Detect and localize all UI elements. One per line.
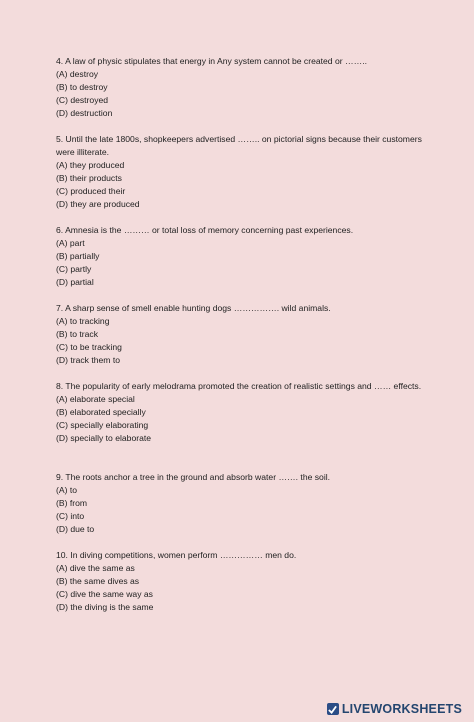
option-c: (C) produced their — [56, 186, 126, 196]
option-d: (D) destruction — [56, 108, 113, 118]
question-stem: 10. In diving competitions, women perform …………… men do. — [56, 550, 297, 560]
option-d: (D) due to — [56, 524, 95, 534]
liveworksheets-logo-icon — [327, 703, 339, 715]
option-c: (C) to be tracking — [56, 342, 122, 352]
question-stem: 4. A law of physic stipulates that energy in Any system cannot be created or …….. — [56, 56, 367, 66]
option-d: (D) track them to — [56, 355, 120, 365]
question-8 — [56, 380, 426, 445]
question-4 — [56, 55, 426, 120]
option-c: (C) destroyed — [56, 95, 109, 105]
question-stem: 8. The popularity of early melodrama promoted the creation of realistic settings and …… effects. — [56, 381, 422, 391]
option-c: (C) dive the same way as — [56, 589, 153, 599]
option-b: (B) their products — [56, 173, 122, 183]
question-6 — [56, 224, 426, 289]
question-10 — [56, 549, 426, 614]
option-b: (B) from — [56, 498, 88, 508]
option-c: (C) into — [56, 511, 85, 521]
option-b: (B) to destroy — [56, 82, 108, 92]
brand-name: LIVEWORKSHEETS — [341, 702, 462, 716]
option-a: (A) part — [56, 238, 85, 248]
option-d: (D) the diving is the same — [56, 602, 154, 612]
option-d: (D) specially to elaborate — [56, 433, 152, 443]
option-a: (A) elaborate special — [56, 394, 135, 404]
option-d: (D) they are produced — [56, 199, 140, 209]
liveworksheets-brand — [327, 702, 462, 716]
option-a: (A) to tracking — [56, 316, 110, 326]
option-a: (A) to — [56, 485, 78, 495]
question-stem: 6. Amnesia is the ……… or total loss of memory concerning past experiences. — [56, 225, 354, 235]
question-stem: 5. Until the late 1800s, shopkeepers advertised …….. on pictorial signs because their customers were illiterate. — [56, 134, 422, 157]
option-d: (D) partial — [56, 277, 94, 287]
question-stem: 7. A sharp sense of smell enable hunting dogs ……………. wild animals. — [56, 303, 331, 313]
option-a: (A) dive the same as — [56, 563, 135, 573]
question-7 — [56, 302, 426, 367]
option-b: (B) to track — [56, 329, 99, 339]
option-c: (C) specially elaborating — [56, 420, 149, 430]
option-b: (B) elaborated specially — [56, 407, 146, 417]
option-a: (A) they produced — [56, 160, 125, 170]
option-a: (A) destroy — [56, 69, 99, 79]
question-stem: 9. The roots anchor a tree in the ground and absorb water ……. the soil. — [56, 472, 331, 482]
option-b: (B) the same dives as — [56, 576, 140, 586]
option-b: (B) partially — [56, 251, 100, 261]
option-c: (C) partly — [56, 264, 92, 274]
question-9 — [56, 471, 426, 536]
question-5 — [56, 133, 426, 211]
